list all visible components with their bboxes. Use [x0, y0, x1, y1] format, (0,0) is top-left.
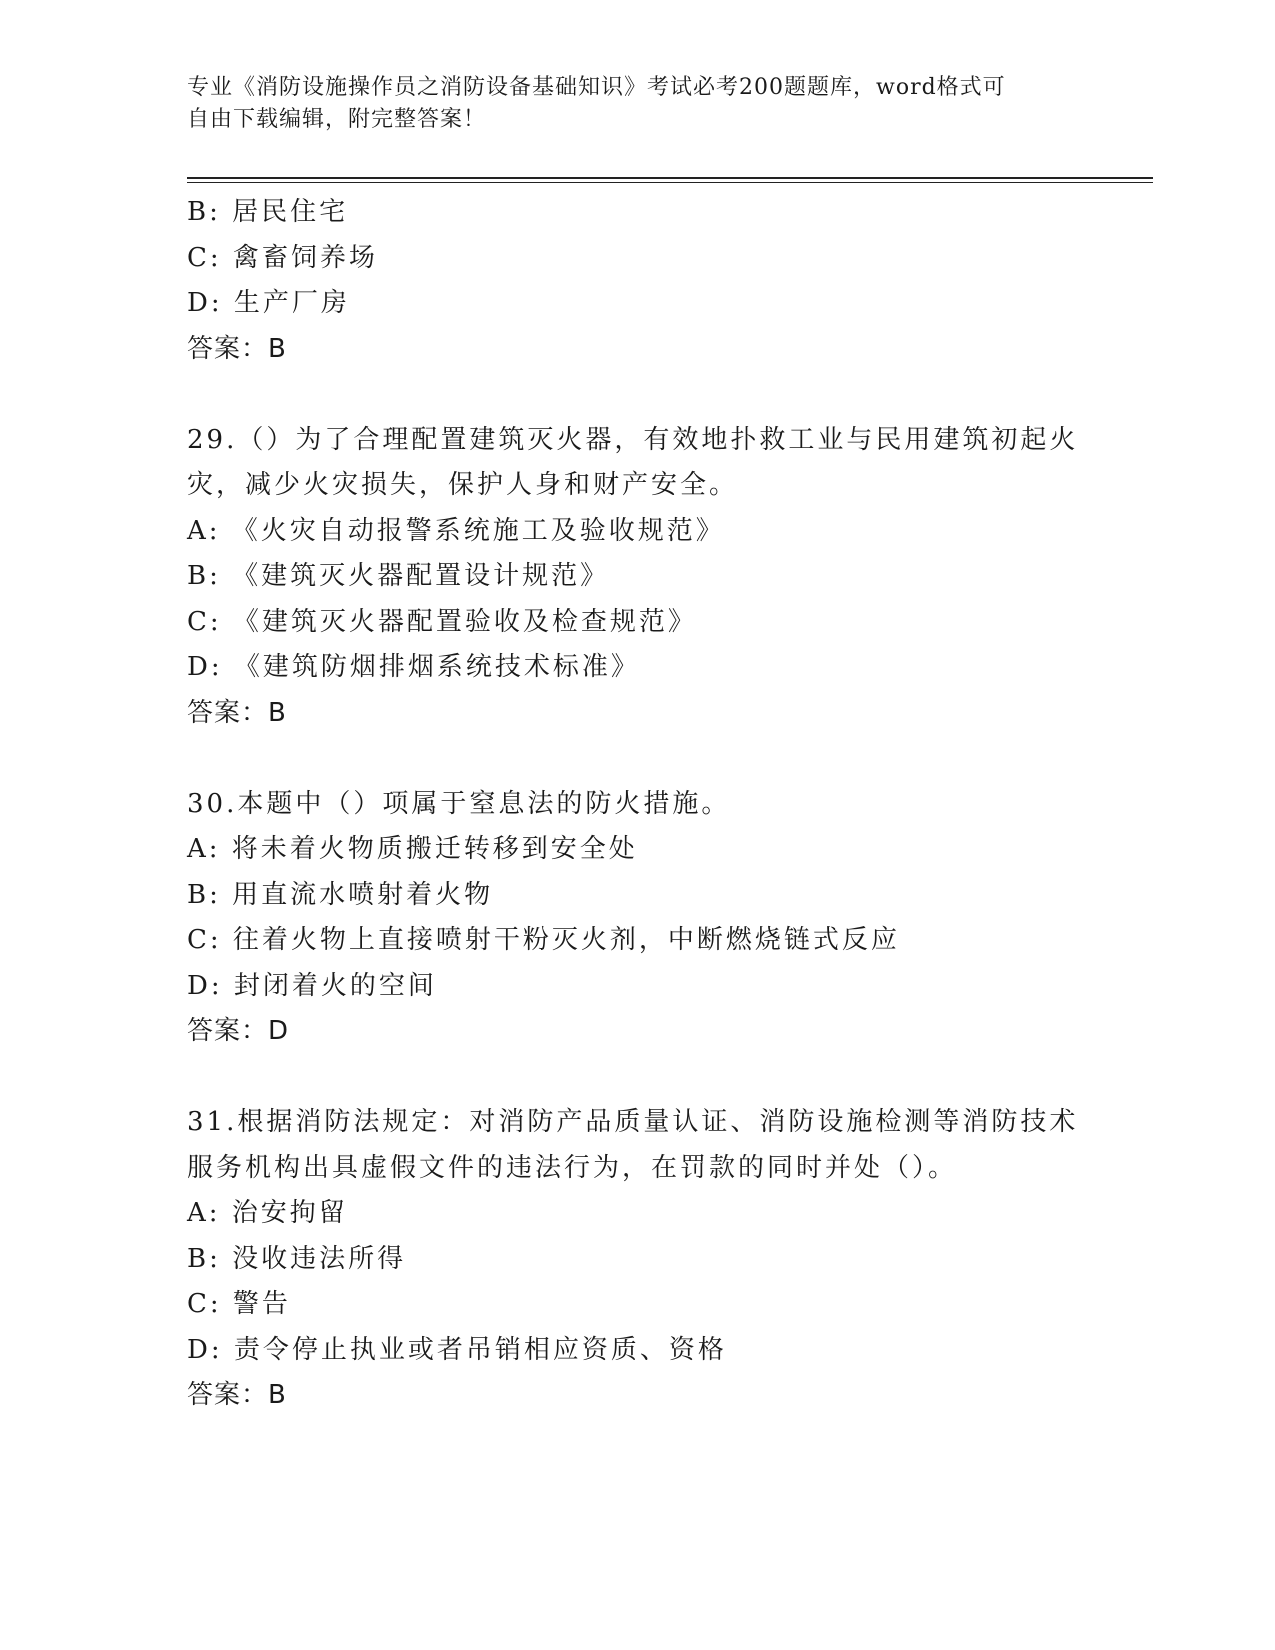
option-d: D: 生产厂房: [187, 288, 350, 318]
option-a: A: 将未着火物质搬迁转移到安全处: [187, 834, 638, 864]
question-text-line: 31.根据消防法规定：对消防产品质量认证、消防设施检测等消防技术: [187, 1107, 1079, 1137]
option-b: B: 《建筑灭火器配置设计规范》: [187, 561, 610, 591]
option-d: D: 《建筑防烟排烟系统技术标准》: [187, 652, 640, 682]
option-a: A: 治安拘留: [187, 1198, 348, 1228]
option-c: C: 警告: [187, 1289, 291, 1319]
answer-line: 答案：B: [187, 697, 287, 728]
question-block-31: [187, 1100, 1087, 1419]
question-text-line: 服务机构出具虚假文件的违法行为，在罚款的同时并处（）。: [187, 1152, 958, 1183]
header-line-2: 自由下载编辑，附完整答案！: [187, 107, 487, 132]
option-b: B: 用直流水喷射着火物: [187, 879, 494, 910]
option-c: C: 《建筑灭火器配置验收及检查规范》: [187, 606, 697, 637]
question-block-29: [187, 418, 1087, 737]
option-c: C: 往着火物上直接喷射干粉灭火剂，中断燃烧链式反应: [187, 925, 900, 955]
question-text-line: 30.本题中（）项属于窒息法的防火措施。: [187, 788, 731, 819]
option-d: D: 责令停止执业或者吊销相应资质、资格: [187, 1334, 727, 1365]
question-text-line: 灾，减少火灾损失，保护人身和财产安全。: [187, 470, 739, 500]
header-rule-thick: [187, 177, 1153, 179]
option-b: B: 没收违法所得: [187, 1243, 407, 1274]
question-list: [187, 190, 1087, 1419]
question-block-30: [187, 782, 1087, 1055]
header-line-1: 专业《消防设施操作员之消防设备基础知识》考试必考200题题库，word格式可: [187, 75, 1006, 100]
block-spacer: [187, 372, 1087, 418]
block-spacer: [187, 1055, 1087, 1101]
document-header: [187, 72, 1067, 136]
option-b: B: 居民住宅: [187, 197, 349, 227]
option-c: C: 禽畜饲养场: [187, 242, 378, 273]
option-a: A: 《火灾自动报警系统施工及验收规范》: [187, 515, 725, 546]
answer-line: 答案：B: [187, 1380, 287, 1410]
question-text-line: 29.（）为了合理配置建筑灭火器，有效地扑救工业与民用建筑初起火: [187, 424, 1079, 455]
header-rule-thin: [187, 182, 1153, 183]
answer-line: 答案：B: [187, 333, 287, 364]
block-spacer: [187, 736, 1087, 782]
question-block-continued: [187, 190, 1087, 372]
answer-line: 答案：D: [187, 1016, 290, 1046]
option-d: D: 封闭着火的空间: [187, 970, 437, 1001]
